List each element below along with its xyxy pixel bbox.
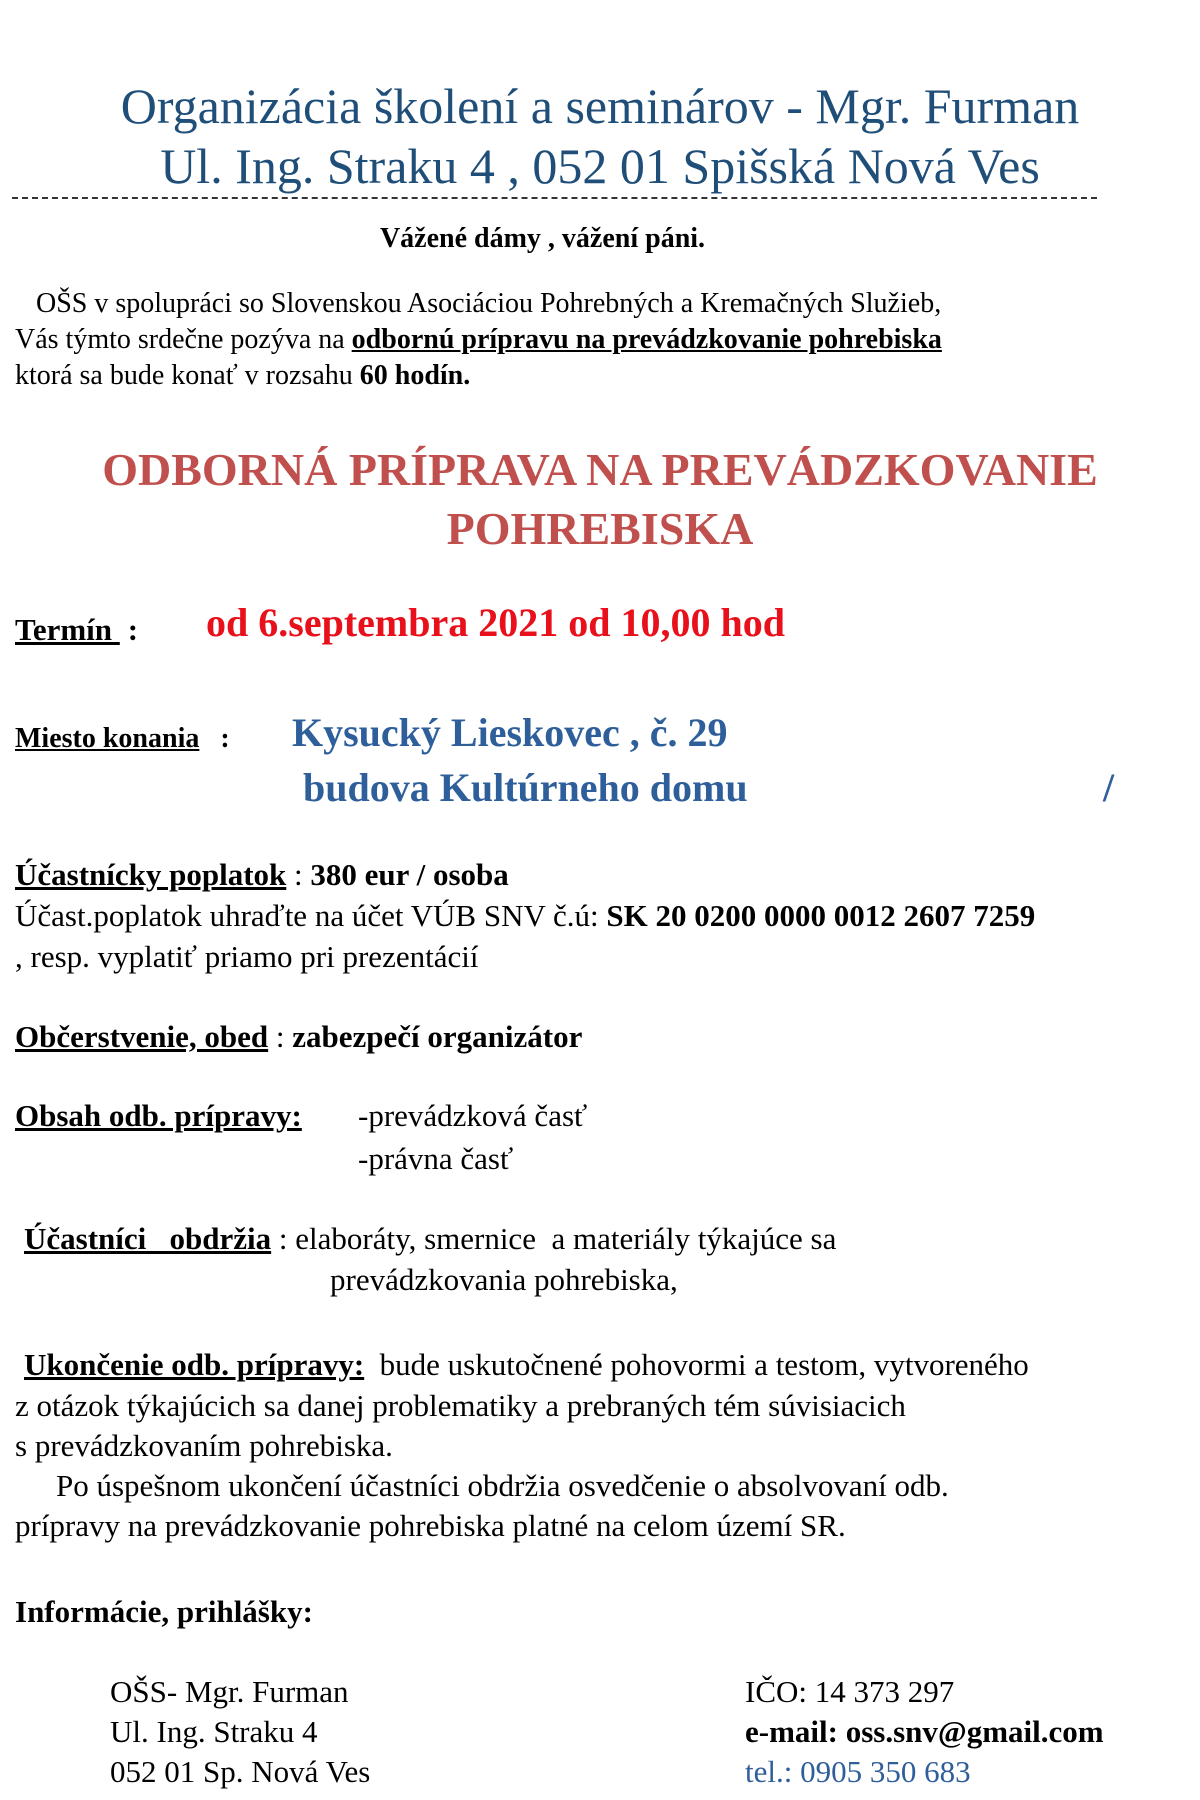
termin-colon: : bbox=[127, 612, 139, 647]
poplatok-iban: SK 20 0200 0000 0012 2607 7259 bbox=[606, 898, 1036, 933]
ukoncenie-line-5: prípravy na prevádzkovanie pohrebiska platné na celom území SR. bbox=[15, 1508, 846, 1543]
intro-scope-text: ktorá sa bude konať v rozsahu bbox=[15, 360, 360, 391]
ukoncenie-line-2: z otázok týkajúcich sa danej problematiky a prebraných tém súvisiacich bbox=[15, 1388, 906, 1423]
termin-date: od 6.septembra 2021 od 10,00 hod bbox=[206, 600, 785, 645]
miesto-label: Miesto konania bbox=[15, 723, 200, 754]
info-heading: Informácie, prihlášky: bbox=[15, 1594, 313, 1629]
obsah-label: Obsah odb. prípravy: bbox=[15, 1098, 302, 1133]
poplatok-value: 380 eur / osoba bbox=[310, 857, 509, 892]
obcerstvenie-row bbox=[15, 1017, 582, 1057]
poplatok-colon: : bbox=[286, 857, 311, 892]
obdrzia-colon: : bbox=[271, 1221, 296, 1256]
contact-phone[interactable]: tel.: 0905 350 683 bbox=[745, 1754, 971, 1789]
ukoncenie-label: Ukončenie odb. prípravy: bbox=[24, 1347, 365, 1382]
obcerstvenie-value: zabezpečí organizátor bbox=[292, 1019, 583, 1054]
obcerstvenie-colon: : bbox=[268, 1019, 293, 1054]
intro-invite-text: Vás týmto srdečne pozýva na bbox=[15, 324, 352, 355]
poplatok-account-text: Účast.poplatok uhraďte na účet VÚB SNV č.ú: bbox=[15, 898, 607, 933]
miesto-slash: / bbox=[1103, 765, 1115, 810]
ukoncenie-line-3: s prevádzkovaním pohrebiska. bbox=[15, 1428, 393, 1463]
obdrzia-line-1: elaboráty, smernice a materiály týkajúce sa bbox=[295, 1221, 837, 1256]
intro-line-1: OŠS v spolupráci so Slovenskou Asociáciou Pohrebných a Kremačných Služieb, bbox=[36, 288, 942, 319]
contact-street: Ul. Ing. Straku 4 bbox=[110, 1714, 318, 1749]
obdrzia-row bbox=[24, 1219, 836, 1259]
obsah-item-2: -právna časť bbox=[358, 1141, 514, 1176]
ukoncenie-line-1: bude uskutočnené pohovormi a testom, vytvoreného bbox=[364, 1347, 1029, 1382]
obsah-item-1: -prevádzková časť bbox=[358, 1098, 588, 1133]
termin-label: Termín bbox=[15, 612, 120, 647]
main-title-line-2: POHREBISKA bbox=[446, 503, 754, 554]
miesto-colon: : bbox=[220, 723, 230, 754]
contact-email[interactable]: e-mail: oss.snv@gmail.com bbox=[745, 1714, 1104, 1749]
dashed-divider bbox=[12, 197, 1097, 199]
ukoncenie-line-4: Po úspešnom ukončení účastníci obdržia osvedčenie o absolvovaní odb. bbox=[56, 1468, 949, 1503]
contact-name: OŠS- Mgr. Furman bbox=[110, 1674, 349, 1709]
intro-hours: 60 hodín. bbox=[359, 360, 471, 391]
organizer-title: Organizácia školení a seminárov - Mgr. Furman bbox=[120, 78, 1080, 134]
miesto-building: budova Kultúrneho domu bbox=[303, 765, 748, 810]
contact-ico: IČO: 14 373 297 bbox=[745, 1674, 955, 1709]
ukoncenie-row bbox=[24, 1345, 1029, 1385]
intro-line-3 bbox=[15, 358, 470, 394]
organizer-address: Ul. Ing. Straku 4 , 052 01 Spišská Nová Ves bbox=[160, 138, 1040, 194]
termin-row bbox=[15, 610, 138, 650]
contact-city: 052 01 Sp. Nová Ves bbox=[110, 1754, 371, 1789]
obcerstvenie-label: Občerstvenie, obed bbox=[15, 1019, 269, 1054]
obdrzia-line-2: prevádzkovania pohrebiska, bbox=[330, 1262, 678, 1297]
poplatok-row bbox=[15, 855, 509, 895]
intro-line-2 bbox=[15, 322, 942, 358]
poplatok-note: , resp. vyplatiť priamo pri prezentácií bbox=[15, 939, 479, 974]
miesto-address: Kysucký Lieskovec , č. 29 bbox=[292, 710, 728, 755]
miesto-row bbox=[15, 721, 230, 757]
obdrzia-label: Účastníci obdržia bbox=[24, 1221, 272, 1256]
intro-course-name: odbornú prípravu na prevádzkovanie pohrebiska bbox=[351, 324, 942, 355]
main-title-line-1: ODBORNÁ PRÍPRAVA NA PREVÁDZKOVANIE bbox=[102, 444, 1098, 495]
greeting: Vážené dámy , vážení páni. bbox=[379, 223, 706, 254]
poplatok-label: Účastnícky poplatok bbox=[15, 857, 287, 892]
poplatok-account-row bbox=[15, 896, 1035, 936]
